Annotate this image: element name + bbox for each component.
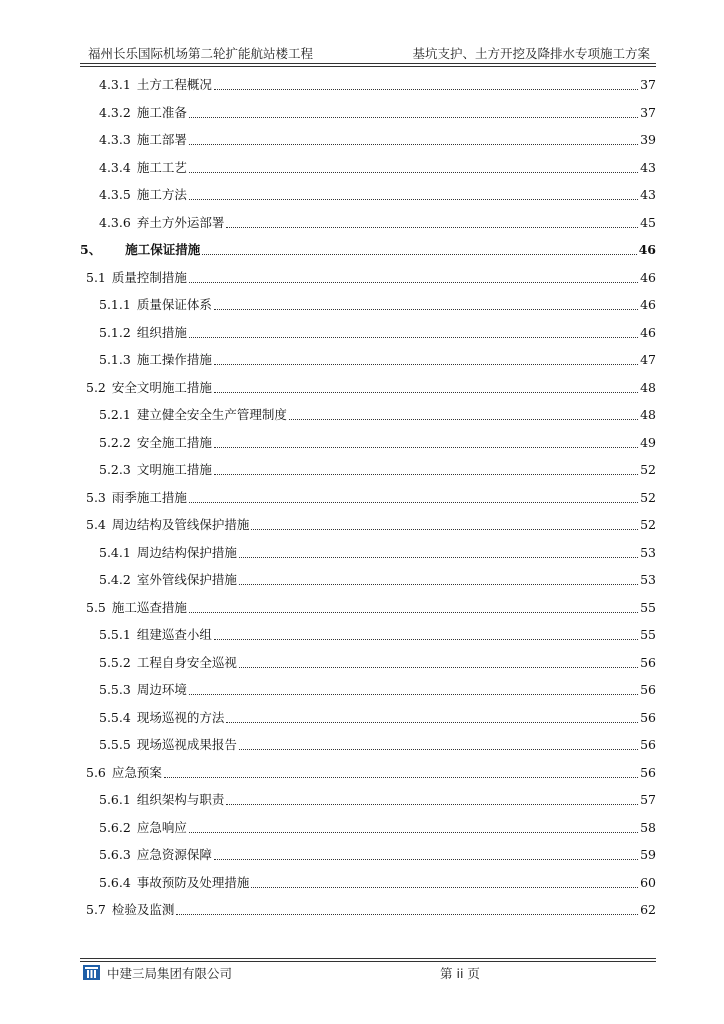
- toc-entry-title: 周边环境: [136, 682, 187, 697]
- toc-entry[interactable]: [80, 706, 656, 726]
- toc-entry-page: 52: [640, 462, 656, 477]
- toc-entry-title: 应急资源保障: [136, 847, 212, 862]
- toc-entry-number: 5.1.2: [99, 324, 131, 340]
- toc-entry[interactable]: [80, 376, 656, 396]
- toc-dot-leader: [239, 557, 638, 558]
- toc-entry-number: 4.3.5: [99, 187, 131, 202]
- toc-entry-page: 46: [640, 324, 656, 340]
- toc-entry-title: 室外管线保护措施: [136, 572, 237, 587]
- toc-entry-title: 检验及监测: [111, 902, 175, 917]
- toc-entry-number: 5.5.1: [99, 627, 131, 642]
- toc-entry-number: 5.6.2: [99, 819, 131, 835]
- toc-entry[interactable]: [80, 788, 656, 808]
- toc-entry-page: 39: [640, 132, 656, 147]
- toc-entry-page: 37: [640, 77, 656, 92]
- toc-entry-page: 47: [640, 352, 656, 367]
- toc-entry-title: 弃土方外运部署: [136, 214, 225, 230]
- toc-entry[interactable]: [80, 321, 656, 341]
- toc-entry[interactable]: [80, 486, 656, 506]
- toc-dot-leader: [226, 227, 638, 228]
- toc-entry-title: 应急响应: [136, 819, 187, 835]
- toc-dot-leader: [189, 337, 638, 338]
- toc-dot-leader: [189, 612, 638, 613]
- toc-entry-number: 5.3: [86, 489, 106, 505]
- toc-entry-title: 施工保证措施: [125, 242, 201, 257]
- toc-entry-title: 应急预案: [111, 764, 162, 780]
- toc-dot-leader: [214, 364, 638, 365]
- cscec-logo-icon: [83, 965, 100, 980]
- toc-entry-page: 58: [640, 819, 656, 835]
- toc-dot-leader: [214, 89, 638, 90]
- toc-entry-number: 5.2.1: [99, 407, 131, 422]
- toc-entry-page: 57: [640, 792, 656, 807]
- toc-entry-page: 46: [640, 297, 656, 312]
- toc-entry-number: 5.2: [86, 379, 106, 395]
- toc-dot-leader: [239, 667, 638, 668]
- toc-entry-number: 4.3.4: [99, 159, 131, 175]
- toc-entry[interactable]: [80, 843, 656, 863]
- toc-entry[interactable]: [80, 403, 656, 423]
- toc-entry-page: 56: [640, 682, 656, 697]
- toc-dot-leader: [239, 584, 638, 585]
- toc-entry[interactable]: [80, 596, 656, 616]
- toc-entry-title: 施工部署: [136, 132, 187, 147]
- toc-entry[interactable]: [80, 898, 656, 918]
- toc-entry[interactable]: [80, 348, 656, 368]
- toc-entry-title: 建立健全安全生产管理制度: [136, 407, 287, 422]
- page-footer: [80, 964, 656, 984]
- toc-entry-number: 4.3.1: [99, 77, 131, 92]
- toc-entry-page: 49: [640, 434, 656, 450]
- toc-dot-leader: [214, 392, 638, 393]
- toc-entry-page: 62: [640, 902, 656, 917]
- toc-entry-page: 53: [640, 572, 656, 587]
- toc-entry-page: 52: [640, 489, 656, 505]
- toc-entry-title: 组织架构与职责: [136, 792, 225, 807]
- toc-entry-page: 43: [640, 187, 656, 202]
- toc-dot-leader: [214, 639, 638, 640]
- toc-entry-page: 45: [640, 214, 656, 230]
- toc-entry-number: 5.4.1: [99, 544, 131, 560]
- toc-entry-number: 5.4.2: [99, 572, 131, 587]
- toc-entry[interactable]: [80, 623, 656, 643]
- toc-entry-number: 5.5.2: [99, 654, 131, 670]
- toc-entry-page: 60: [640, 874, 656, 890]
- toc-entry-title: 雨季施工措施: [111, 489, 187, 505]
- toc-dot-leader: [202, 254, 636, 255]
- toc-entry-title: 组织措施: [136, 324, 187, 340]
- toc-entry-title: 质量控制措施: [111, 269, 187, 285]
- toc-dot-leader: [251, 887, 638, 888]
- toc-entry[interactable]: [80, 513, 656, 533]
- toc-dot-leader: [189, 282, 638, 283]
- toc-entry-page: 56: [640, 737, 656, 752]
- toc-entry-title: 安全文明施工措施: [111, 379, 212, 395]
- header-rule-thick: [80, 63, 656, 64]
- toc-entry[interactable]: [80, 211, 656, 231]
- toc-entry-title: 事故预防及处理措施: [136, 874, 250, 890]
- toc-entry-number: 5.4: [86, 517, 106, 532]
- toc-entry[interactable]: [80, 266, 656, 286]
- toc-entry-page: 56: [640, 764, 656, 780]
- toc-dot-leader: [189, 832, 638, 833]
- toc-entry-page: 55: [640, 599, 656, 615]
- toc-entry[interactable]: [80, 431, 656, 451]
- toc-entry-number: 5.1.3: [99, 352, 131, 367]
- toc-entry-title: 施工方法: [136, 187, 187, 202]
- toc-entry-title: 周边结构及管线保护措施: [111, 517, 250, 532]
- footer-company-name: 中建三局集团有限公司: [107, 966, 233, 981]
- toc-entry-title: 土方工程概况: [136, 77, 212, 92]
- toc-entry[interactable]: [80, 73, 656, 93]
- toc-entry-number: 5.6.3: [99, 847, 131, 862]
- toc-entry-page: 46: [638, 242, 656, 257]
- toc-entry-page: 43: [640, 159, 656, 175]
- toc-entry-page: 56: [640, 709, 656, 725]
- toc-dot-leader: [189, 199, 638, 200]
- toc-dot-leader: [289, 419, 638, 420]
- toc-entry[interactable]: [80, 678, 656, 698]
- toc-entry-title: 安全施工措施: [136, 434, 212, 450]
- toc-entry-title: 文明施工措施: [136, 462, 212, 477]
- toc-entry-number: 5.2.3: [99, 462, 131, 477]
- toc-entry-number: 5.5.4: [99, 709, 131, 725]
- toc-entry-number: 5.6.1: [99, 792, 131, 807]
- toc-entry-number: 5.6: [86, 764, 106, 780]
- toc-entry[interactable]: [80, 293, 656, 313]
- toc-entry[interactable]: [80, 183, 656, 203]
- toc-dot-leader: [214, 309, 638, 310]
- toc-dot-leader: [189, 172, 638, 173]
- footer-rule-thick: [80, 961, 656, 962]
- toc-entry[interactable]: [80, 541, 656, 561]
- toc-entry-page: 48: [640, 407, 656, 422]
- toc-dot-leader: [189, 502, 638, 503]
- toc-entry-page: 59: [640, 847, 656, 862]
- toc-entry[interactable]: [80, 733, 656, 753]
- toc-entry[interactable]: [80, 568, 656, 588]
- toc-entry-title: 施工操作措施: [136, 352, 212, 367]
- toc-entry-page: 53: [640, 544, 656, 560]
- toc-dot-leader: [214, 859, 638, 860]
- toc-entry[interactable]: [80, 128, 656, 148]
- header-rule-thin: [80, 66, 656, 67]
- toc-dot-leader: [176, 914, 638, 915]
- toc-dot-leader: [189, 117, 638, 118]
- toc-entry-title: 组建巡查小组: [136, 627, 212, 642]
- toc-entry-page: 48: [640, 379, 656, 395]
- toc-entry[interactable]: [80, 458, 656, 478]
- toc-entry-title: 质量保证体系: [136, 297, 212, 312]
- toc-entry[interactable]: [80, 871, 656, 891]
- header-document-title: 基坑支护、土方开挖及降排水专项施工方案: [412, 46, 650, 61]
- toc-dot-leader: [239, 749, 638, 750]
- toc-entry[interactable]: [80, 238, 656, 258]
- toc-entry-number: 5.5.3: [99, 682, 131, 697]
- toc-entry-number: 4.3.2: [99, 104, 131, 120]
- toc-entry-number: 5、: [80, 242, 102, 257]
- page-header: [80, 44, 656, 64]
- toc-entry-number: 5.5: [86, 599, 106, 615]
- toc-entry-title: 现场巡视成果报告: [136, 737, 237, 752]
- toc-entry-number: 5.1: [86, 269, 106, 285]
- toc-dot-leader: [226, 804, 638, 805]
- toc-entry[interactable]: [80, 651, 656, 671]
- toc-dot-leader: [214, 447, 638, 448]
- footer-page-number: 第 ii 页: [440, 966, 480, 981]
- toc-dot-leader: [251, 529, 638, 530]
- toc-dot-leader: [214, 474, 638, 475]
- header-project-name: 福州长乐国际机场第二轮扩能航站楼工程: [88, 46, 314, 61]
- toc-entry-page: 55: [640, 627, 656, 642]
- toc-entry-number: 5.6.4: [99, 874, 131, 890]
- toc-entry-number: 5.7: [86, 902, 106, 917]
- toc-entry-number: 4.3.3: [99, 132, 131, 147]
- toc-entry-title: 施工准备: [136, 104, 187, 120]
- toc-entry-title: 施工工艺: [136, 159, 187, 175]
- toc-dot-leader: [226, 722, 638, 723]
- toc-entry-number: 5.5.5: [99, 737, 131, 752]
- toc-dot-leader: [189, 694, 638, 695]
- toc-entry-number: 4.3.6: [99, 214, 131, 230]
- toc-entry-page: 46: [640, 269, 656, 285]
- toc-dot-leader: [189, 144, 638, 145]
- toc-entry-title: 施工巡查措施: [111, 599, 187, 615]
- toc-entry-page: 37: [640, 104, 656, 120]
- toc-entry-page: 52: [640, 517, 656, 532]
- toc-entry-number: 5.1.1: [99, 297, 131, 312]
- toc-entry[interactable]: [80, 101, 656, 121]
- toc-entry-number: 5.2.2: [99, 434, 131, 450]
- toc-entry[interactable]: [80, 156, 656, 176]
- footer-rule-thin: [80, 958, 656, 959]
- toc-entry-title: 周边结构保护措施: [136, 544, 237, 560]
- toc-entry[interactable]: [80, 761, 656, 781]
- toc-entry-title: 现场巡视的方法: [136, 709, 225, 725]
- toc-dot-leader: [164, 777, 638, 778]
- toc-entry-title: 工程自身安全巡视: [136, 654, 237, 670]
- toc-entry[interactable]: [80, 816, 656, 836]
- toc-entry-page: 56: [640, 654, 656, 670]
